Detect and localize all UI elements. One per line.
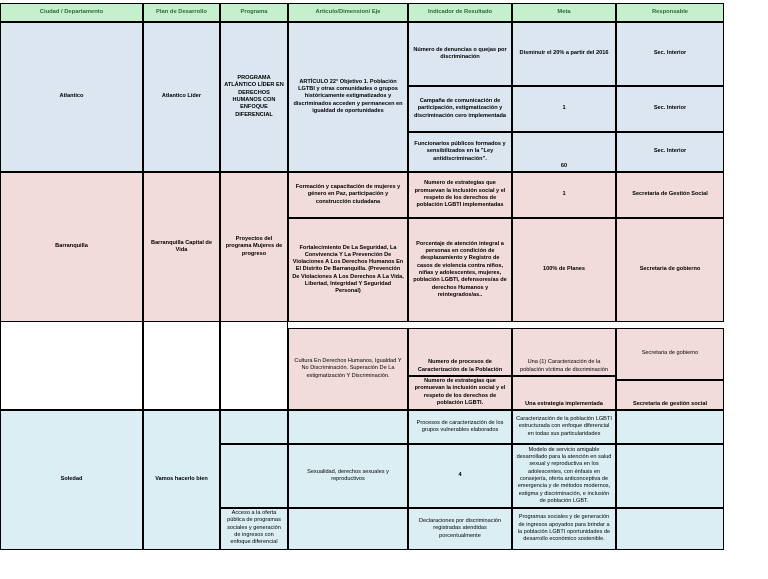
atlantico-indicador-2: Campaña de comunicación de participación, estigmatización y discriminación cero implementada	[408, 86, 512, 132]
soledad-articulo-bottom	[288, 508, 408, 550]
soledad-programa-mid	[220, 444, 288, 508]
barranquilla-indicador-3a: Numero de procesos de Caracterización de la Población	[408, 328, 512, 376]
header-articulo: Artículo/Dimension/ Eje	[288, 3, 408, 22]
atlantico-programa: PROGRAMA ATLÁNTICO LÍDER EN DERECHOS HUMANOS CON ENFOQUE DIFERENCIAL	[220, 22, 288, 172]
soledad-extra-top	[616, 410, 724, 444]
atlantico-plan: Atlantico Líder	[143, 22, 220, 172]
barranquilla-meta-1: 1	[512, 172, 616, 218]
barranquilla-articulo-1: Formación y capacitación de mujeres y género en Paz, participación y construcción ciudadana	[288, 172, 408, 218]
barranquilla-meta-3a: Una (1) Caracterización de la población víctima de discriminación	[512, 328, 616, 376]
barranquilla-meta-2: 100% de Planes	[512, 218, 616, 322]
soledad-programa-bottom: Acceso a la oferta pública de programas sociales y generación de ingresos con enfoque diferencial	[220, 508, 288, 550]
header-indicador: Indicador de Resultado	[408, 3, 512, 22]
atlantico-ciudad: Atlantico	[0, 22, 143, 172]
atlantico-responsable-2: Sec. Interior	[616, 86, 724, 132]
barranquilla-responsable-3b: Secretaria de gestión social	[616, 380, 724, 410]
soledad-plan: Vamos hacerlo bien	[143, 410, 220, 550]
barranquilla-responsable-2: Secretaria de gobierno	[616, 218, 724, 322]
barranquilla-articulo-2: Fortalecimiento De La Seguridad, La Convivencia Y La Prevención De Violaciones A Los Derechos Humanos En El Distrito De Barranquilla. (Prevención De Violaciones A Los Derechos A La Vida, Libertad, Integridad Y Seguridad Personal)	[288, 218, 408, 322]
soledad-responsable-3: Programas sociales y de generación de ingresos apoyados para brindar a la población LGBTI oportunidades de desarrollo económico sostenible.	[512, 508, 616, 550]
soledad-articulo: Sexualidad, derechos sexuales y reproductivos	[288, 444, 408, 508]
barranquilla-articulo-3: Cultura En Derechos Humanos, Igualdad Y No Discriminación. Superación De La estigmatización Y Discriminación.	[288, 328, 408, 410]
soledad-responsable-2: Modelo de servicio amigable desarrollado para la atención en salud sexual y reproductiva en los adolescentes, con énfasis en consejería, oferta anticonceptiva de emergencia y de métodos modernos, estigma y discriminación, e inclusión de población LGBT.	[512, 444, 616, 508]
barranquilla-plan: Barranquilla Capital de Vida	[143, 172, 220, 322]
header-ciudad: Ciudad / Departamento	[0, 3, 143, 22]
barranquilla-indicador-3b: Numero de estrategias que promuevan la inclusión social y el respeto de los derechos de población LGBTI.	[408, 376, 512, 410]
barranquilla-ciudad: Barranquilla	[0, 172, 143, 322]
barranquilla-responsable-3a: Secretaria de gobierno	[616, 328, 724, 380]
soledad-meta-mid: 4	[408, 444, 512, 508]
atlantico-responsable-1: Sec. Interior	[616, 22, 724, 86]
atlantico-meta-2: 1	[512, 86, 616, 132]
barranquilla-programa-cont	[220, 322, 288, 410]
atlantico-meta-3: 60	[512, 132, 616, 172]
soledad-extra-bottom	[616, 508, 724, 550]
barranquilla-meta-3b: Una estrategia implementada	[512, 376, 616, 410]
barranquilla-ciudad-cont	[0, 322, 143, 410]
atlantico-responsable-3: Sec. Interior	[616, 132, 724, 172]
atlantico-indicador-3: Funcionarios públicos formados y sensibilizados en la "Ley antidiscriminación".	[408, 132, 512, 172]
soledad-articulo-top	[288, 410, 408, 444]
soledad-indicador-3: Declaraciones por discriminación registradas atendidas porcentualmente	[408, 508, 512, 550]
soledad-indicador-1: Procesos de caracterización de los grupos vulnerables elaborados	[408, 410, 512, 444]
header-meta: Meta	[512, 3, 616, 22]
header-plan: Plan de Desarrollo	[143, 3, 220, 22]
atlantico-articulo: ARTÍCULO 22° Objetivo 1. Población LGTBI y otras comunidades o grupos históricamente estigmatizados y discriminados acceden y permanecen en igualdad de oportunidades	[288, 22, 408, 172]
soledad-extra-mid	[616, 444, 724, 508]
barranquilla-plan-cont	[143, 322, 220, 410]
soledad-ciudad: Soledad	[0, 410, 143, 550]
barranquilla-indicador-1: Numero de estrategias que promuevan la inclusión social y el respeto de los derechos de población LGBTI implementadas	[408, 172, 512, 218]
barranquilla-indicador-2: Porcentaje de atención integral a personas en condición de desplazamiento y Registro de casos de violencia contra niños, niñas y adolescentes, mujeres, población LGBTI, defensores/as de derechos Humanos y reintegrados/as..	[408, 218, 512, 322]
header-responsable: Responsable	[616, 3, 724, 22]
barranquilla-responsable-1: Secretaria de Gestión Social	[616, 172, 724, 218]
barranquilla-programa: Proyectos del programa Mujeres de progreso	[220, 172, 288, 322]
soledad-programa-top	[220, 410, 288, 444]
atlantico-meta-1: Disminuir el 20% a partir del 2016	[512, 22, 616, 86]
header-programa: Programa	[220, 3, 288, 22]
soledad-responsable-1: Caracterización de la población LGBTI estructurada con enfoque diferencial en todas sus particularidades	[512, 410, 616, 444]
atlantico-indicador-1: Número de denuncias o quejas por discriminación	[408, 22, 512, 86]
